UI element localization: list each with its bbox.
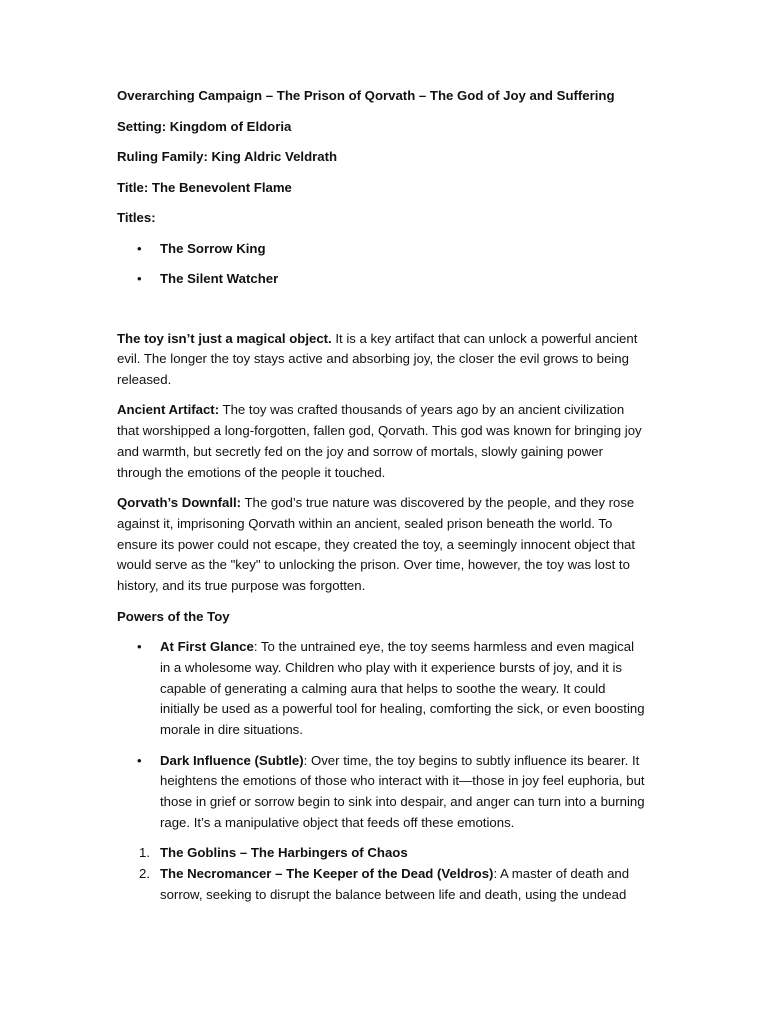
bullet-icon: • bbox=[137, 639, 142, 655]
downfall-lead: Qorvath’s Downfall: bbox=[117, 495, 242, 511]
title-line: Title: The Benevolent Flame bbox=[117, 179, 292, 195]
toy-paragraph bbox=[117, 329, 647, 391]
list-item bbox=[117, 843, 647, 864]
document-page bbox=[117, 86, 647, 906]
downfall-paragraph bbox=[117, 493, 647, 597]
bullet-icon: • bbox=[137, 271, 142, 286]
artifact-lead: Ancient Artifact: bbox=[117, 402, 220, 418]
faction-lead: The Necromancer – The Keeper of the Dead (Veldros) bbox=[160, 866, 494, 882]
titles-heading: Titles: bbox=[117, 210, 156, 225]
list-item bbox=[117, 239, 647, 259]
setting-line: Setting: Kingdom of Eldoria bbox=[117, 118, 292, 134]
artifact-paragraph bbox=[117, 400, 647, 483]
item-number: 1. bbox=[139, 845, 150, 861]
campaign-heading: Overarching Campaign – The Prison of Qorvath – The God of Joy and Suffering bbox=[117, 88, 615, 103]
artifact-text: The toy was crafted thousands of years ago by an ancient civilization that worshipped a long-forgotten, fallen god, Qorvath. This god was known for bringing joy and warmth, but secretly fed on the joy and sorrow of mortals, slowly gaining power through the emotions of the people it touched. bbox=[117, 402, 642, 480]
item-number: 2. bbox=[139, 866, 150, 882]
power-lead: At First Glance bbox=[160, 639, 254, 655]
bullet-icon: • bbox=[137, 240, 142, 256]
factions-list bbox=[117, 843, 647, 905]
ruling-family-line: Ruling Family: King Aldric Veldrath bbox=[117, 149, 338, 164]
power-text: : To the untrained eye, the toy seems harmless and even magical in a wholesome way. Children who play with it experience bursts of joy, and it is capable of generating a calming aura that helps to soothe the weary. It could initially be used as a powerful tool for healing, comforting the sick, or even boosting morale in dire situations. bbox=[160, 639, 645, 738]
title-sorrow-king: The Sorrow King bbox=[160, 240, 266, 256]
bullet-icon: • bbox=[137, 752, 142, 768]
list-item bbox=[117, 864, 647, 906]
toy-text: It is a key artifact that can unlock a powerful ancient evil. The longer the toy stays active and absorbing joy, the closer the evil grows to being released. bbox=[117, 330, 638, 388]
title-silent-watcher: The Silent Watcher bbox=[160, 271, 279, 286]
faction-lead: The Goblins – The Harbingers of Chaos bbox=[160, 845, 408, 861]
powers-heading: Powers of the Toy bbox=[117, 608, 230, 624]
list-item bbox=[117, 751, 647, 834]
list-item bbox=[117, 269, 647, 289]
powers-list bbox=[117, 637, 647, 834]
titles-list bbox=[117, 239, 647, 290]
faction-text: : A master of death and sorrow, seeking to disrupt the balance between life and death, using the undead bbox=[160, 866, 630, 902]
power-lead: Dark Influence (Subtle) bbox=[160, 752, 304, 768]
power-text: : Over time, the toy begins to subtly influence its bearer. It heightens the emotions of those who interact with it—those in joy feel euphoria, but those in grief or sorrow begin to sink into despair, and anger can turn into a burning rage. It’s a manipulative object that feeds off these emotions. bbox=[160, 752, 645, 830]
spacer bbox=[117, 300, 647, 329]
toy-lead: The toy isn’t just a magical object. bbox=[117, 330, 332, 346]
list-item bbox=[117, 637, 647, 741]
downfall-text: The god’s true nature was discovered by the people, and they rose against it, imprisoning Qorvath within an ancient, sealed prison beneath the world. To ensure its power could not escape, they created the toy, a seemingly innocent object that would serve as the "key" to unlocking the prison. Over time, however, the toy was lost to history, and its true purpose was forgotten. bbox=[117, 495, 636, 594]
